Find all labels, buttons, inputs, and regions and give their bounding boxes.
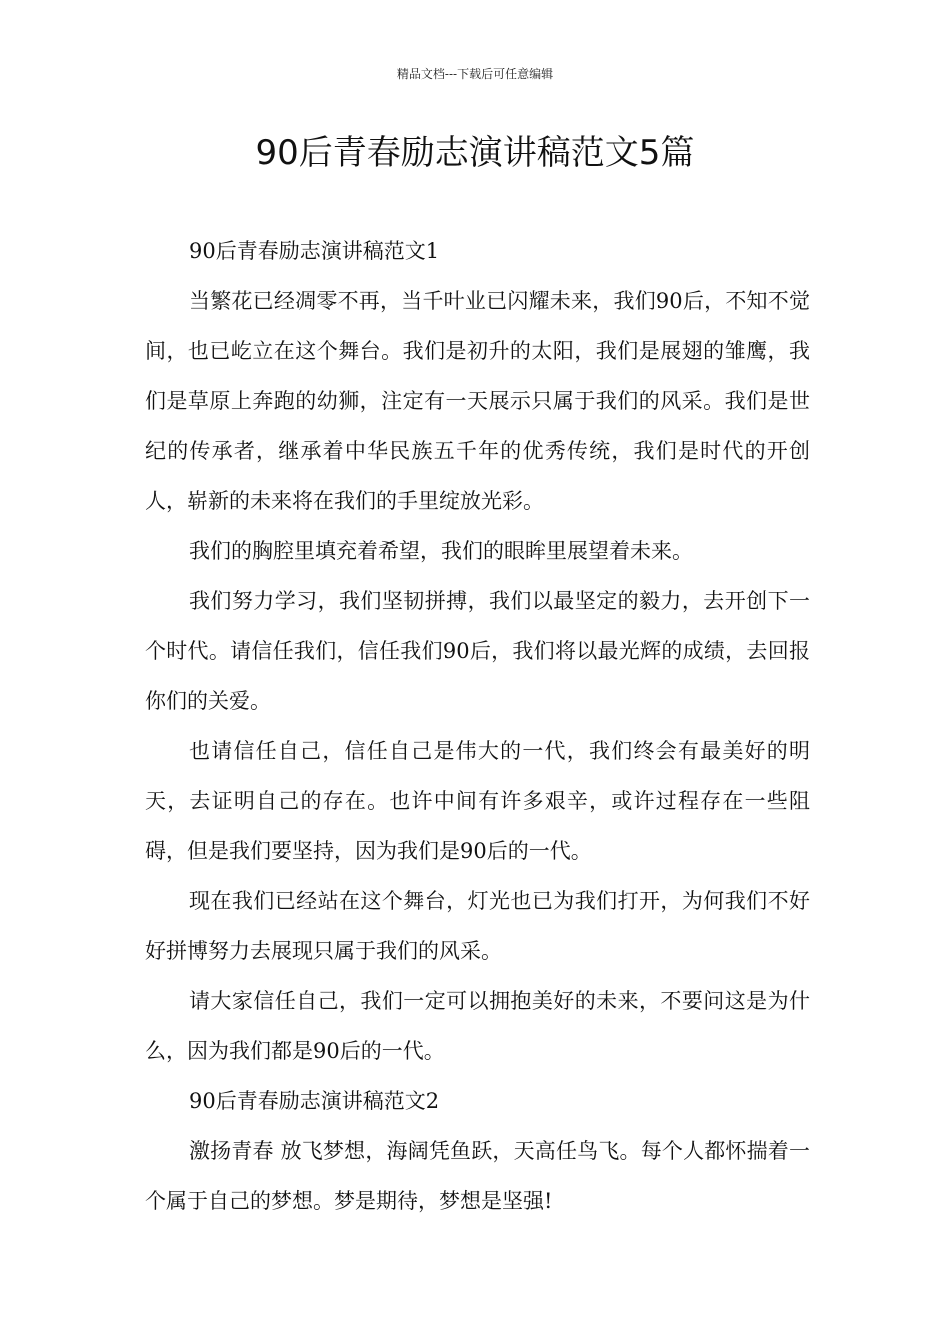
document-title: 90后青春励志演讲稿范文5篇 bbox=[255, 133, 695, 173]
paragraph: 我们的胸腔里填充着希望，我们的眼眸里展望着未来。 bbox=[189, 539, 693, 563]
paragraph: 当繁花已经凋零不再，当千叶业已闪耀未来，我们90后，不知不觉间，也已屹立在这个舞台。我们是初升的太阳，我们是展翅的雏鹰，我们是草原上奔跑的幼狮，注定有一天展示只属于我们的风采。我们是世纪的传承者，继承着中华民族五千年的优秀传统，我们是时代的开创人，崭新的未来将在我们的手里绽放光彩。 bbox=[145, 289, 810, 513]
document-body bbox=[145, 226, 810, 1226]
page-header-note: 精品文档---下载后可任意编辑 bbox=[396, 67, 554, 81]
paragraph: 现在我们已经站在这个舞台，灯光也已为我们打开，为何我们不好好拼博努力去展现只属于我们的风采。 bbox=[145, 889, 810, 963]
section-heading-2: 90后青春励志演讲稿范文2 bbox=[189, 1089, 440, 1113]
paragraph: 也请信任自己，信任自己是伟大的一代，我们终会有最美好的明天，去证明自己的存在。也许中间有许多艰辛，或许过程存在一些阻碍，但是我们要坚持，因为我们是90后的一代。 bbox=[145, 739, 810, 863]
paragraph: 激扬青春 放飞梦想，海阔凭鱼跃，天高任鸟飞。每个人都怀揣着一个属于自己的梦想。梦是期待，梦想是坚强! bbox=[145, 1139, 810, 1213]
paragraph: 我们努力学习，我们坚韧拼搏，我们以最坚定的毅力，去开创下一个时代。请信任我们，信任我们90后，我们将以最光辉的成绩，去回报你们的关爱。 bbox=[145, 589, 810, 713]
section-heading-1: 90后青春励志演讲稿范文1 bbox=[189, 239, 440, 263]
paragraph: 请大家信任自己，我们一定可以拥抱美好的未来，不要问这是为什么，因为我们都是90后的一代。 bbox=[145, 989, 810, 1063]
